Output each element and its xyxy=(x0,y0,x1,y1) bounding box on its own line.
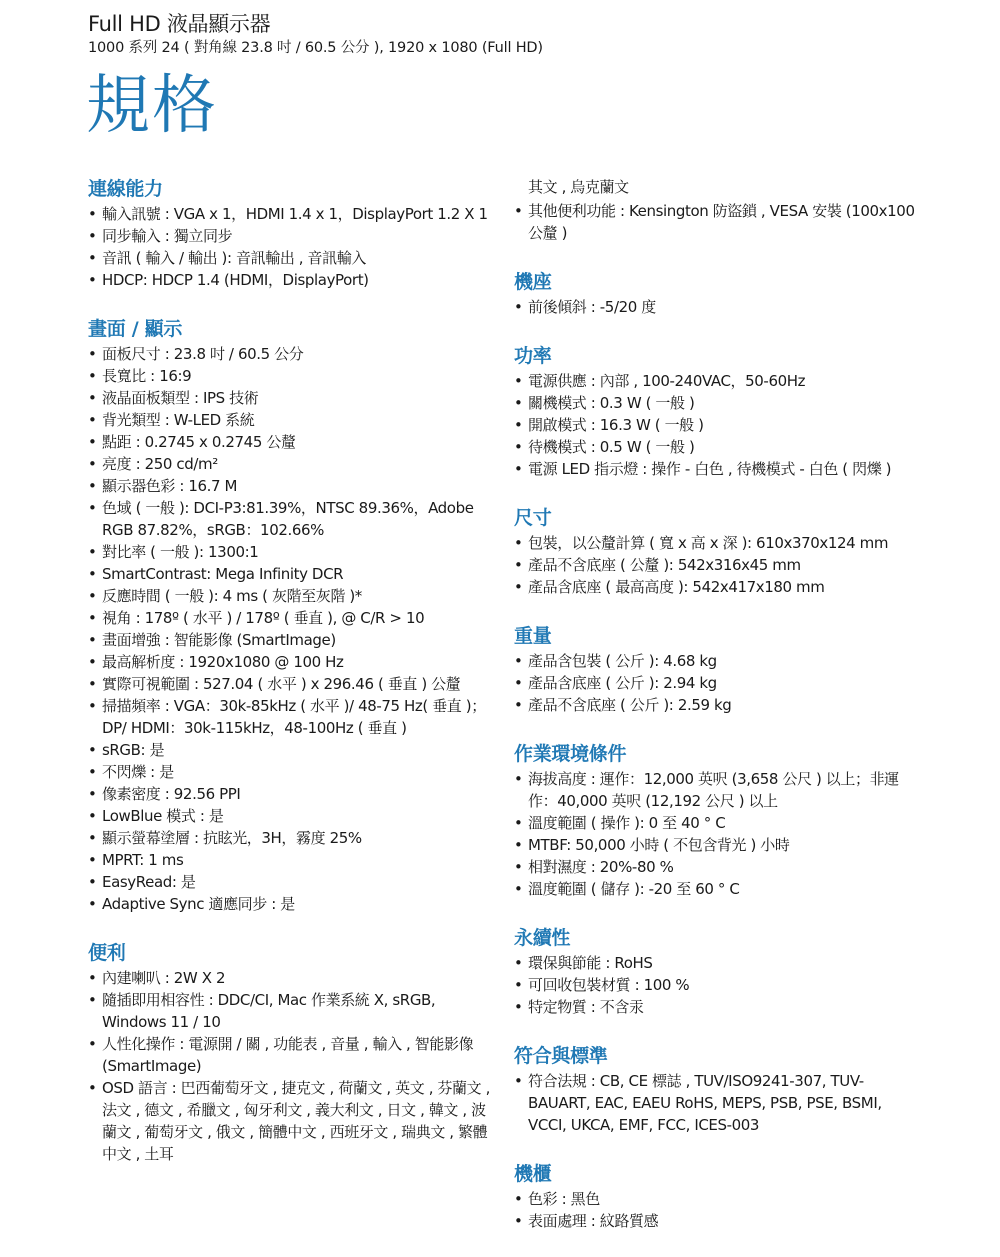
spec-item: • Adaptive Sync 適應同步 : 是 xyxy=(88,893,493,915)
spec-item: • LowBlue 模式 : 是 xyxy=(88,805,493,827)
spec-item: • 待機模式 : 0.5 W ( 一般 ) xyxy=(514,436,924,458)
section-operating-conditions xyxy=(514,741,924,900)
section-title: 作業環境條件 xyxy=(514,743,627,765)
spec-item: • HDCP: HDCP 1.4 (HDMI，DisplayPort) xyxy=(88,269,493,291)
spec-list xyxy=(514,532,924,598)
spec-list xyxy=(88,203,493,291)
spec-item: • 面板尺寸 : 23.8 吋 / 60.5 公分 xyxy=(88,343,493,365)
spec-item: • 最高解析度 : 1920x1080 @ 100 Hz xyxy=(88,651,493,673)
spec-item: • 掃描頻率 : VGA：30k-85kHz ( 水平 )/ 48-75 Hz( 垂直 )；DP/ HDMI：30k-115kHz，48-100Hz ( 垂直 ) xyxy=(88,695,493,739)
spec-item: • 不閃爍 : 是 xyxy=(88,761,493,783)
spec-list xyxy=(514,200,924,244)
spec-item: • 前後傾斜 : -5/20 度 xyxy=(514,296,924,318)
section-title: 便利 xyxy=(88,942,126,964)
spec-item: • 亮度 : 250 cd/m² xyxy=(88,453,493,475)
section-power xyxy=(514,343,924,480)
spec-item: • MTBF: 50,000 小時 ( 不包含背光 ) 小時 xyxy=(514,834,924,856)
spec-item: • 同步輸入 : 獨立同步 xyxy=(88,225,493,247)
spec-item: • 隨插即用相容性 : DDC/CI, Mac 作業系統 X, sRGB, Windows 11 / 10 xyxy=(88,989,493,1033)
spec-item: • 背光類型 : W-LED 系統 xyxy=(88,409,493,431)
right-column xyxy=(514,176,924,1257)
section-picture-display xyxy=(88,316,493,915)
spec-list xyxy=(88,343,493,915)
spec-list xyxy=(514,1188,924,1232)
spec-item: • 相對濕度 : 20%-80 % xyxy=(514,856,924,878)
spec-item: • 符合法規 : CB, CE 標誌 , TUV/ISO9241-307, TUV-BAUART, EAC, EAEU RoHS, MEPS, PSB, PSE, BSMI, VCCI, UKCA, EMF, FCC, ICES-003 xyxy=(514,1070,924,1136)
spec-item: • MPRT: 1 ms xyxy=(88,849,493,871)
left-column xyxy=(88,176,493,1190)
section-convenience-continued xyxy=(514,176,924,244)
spec-item: • 色域 ( 一般 ): DCI-P3:81.39%，NTSC 89.36%，Adobe RGB 87.82%，sRGB：102.66% xyxy=(88,497,493,541)
spec-list xyxy=(514,370,924,480)
spec-item: • 產品含底座 ( 公斤 ): 2.94 kg xyxy=(514,672,924,694)
spec-item: • 反應時間 ( 一般 ): 4 ms ( 灰階至灰階 )* xyxy=(88,585,493,607)
spec-item: • 色彩 : 黑色 xyxy=(514,1188,924,1210)
spec-list xyxy=(88,967,493,1165)
spec-list xyxy=(514,952,924,1018)
section-title: 符合與標準 xyxy=(514,1045,608,1067)
spec-item: • 視角 : 178º ( 水平 ) / 178º ( 垂直 ), @ C/R > 10 xyxy=(88,607,493,629)
spec-item: • 產品含包裝 ( 公斤 ): 4.68 kg xyxy=(514,650,924,672)
page-title: 規格 xyxy=(86,69,218,143)
spec-item: • 實際可視範圍 : 527.04 ( 水平 ) x 296.46 ( 垂直 ) 公釐 xyxy=(88,673,493,695)
section-title: 永續性 xyxy=(514,927,571,949)
osd-language-continuation: 其文 , 烏克蘭文 xyxy=(528,178,629,196)
section-cabinet xyxy=(514,1161,924,1232)
section-stand xyxy=(514,269,924,318)
spec-item: • 環保與節能 : RoHS xyxy=(514,952,924,974)
spec-item: • 關機模式 : 0.3 W ( 一般 ) xyxy=(514,392,924,414)
spec-item: • 溫度範圍 ( 操作 ): 0 至 40 ° C xyxy=(514,812,924,834)
spec-item: • 其他便利功能 : Kensington 防盜鎖 , VESA 安裝 (100x100 公釐 ) xyxy=(514,200,924,244)
spec-item: • 表面處理 : 紋路質感 xyxy=(514,1210,924,1232)
spec-list xyxy=(514,296,924,318)
product-subtitle: 1000 系列 24 ( 對角線 23.8 吋 / 60.5 公分 ), 1920 x 1080 (Full HD) xyxy=(88,40,543,56)
spec-item: • sRGB: 是 xyxy=(88,739,493,761)
section-title: 機座 xyxy=(514,271,552,293)
spec-item: • 顯示螢幕塗層 : 抗眩光，3H，霧度 25% xyxy=(88,827,493,849)
section-connectivity xyxy=(88,176,493,291)
spec-item: • EasyRead: 是 xyxy=(88,871,493,893)
spec-item: • 人性化操作 : 電源開 / 關 , 功能表 , 音量 , 輸入 , 智能影像 (SmartImage) xyxy=(88,1033,493,1077)
spec-item: • 內建喇叭 : 2W X 2 xyxy=(88,967,493,989)
spec-item: • 產品不含底座 ( 公斤 ): 2.59 kg xyxy=(514,694,924,716)
spec-item: • 特定物質 : 不含汞 xyxy=(514,996,924,1018)
spec-list xyxy=(514,768,924,900)
spec-item: • 可回收包裝材質 : 100 % xyxy=(514,974,924,996)
spec-item: • 對比率 ( 一般 ): 1300:1 xyxy=(88,541,493,563)
spec-list xyxy=(514,650,924,716)
spec-item: • 顯示器色彩 : 16.7 M xyxy=(88,475,493,497)
spec-item: • 電源 LED 指示燈 : 操作 - 白色 , 待機模式 - 白色 ( 閃爍 ) xyxy=(514,458,924,480)
spec-item: • 音訊 ( 輸入 / 輸出 ): 音訊輸出 , 音訊輸入 xyxy=(88,247,493,269)
spec-list xyxy=(514,1070,924,1136)
spec-item: • 畫面增強 : 智能影像 (SmartImage) xyxy=(88,629,493,651)
spec-item: • 溫度範圍 ( 儲存 ): -20 至 60 ° C xyxy=(514,878,924,900)
section-title: 尺寸 xyxy=(514,507,552,529)
section-title: 連線能力 xyxy=(88,178,163,200)
spec-item: • OSD 語言 : 巴西葡萄牙文 , 捷克文 , 荷蘭文 , 英文 , 芬蘭文 , 法文 , 德文 , 希臘文 , 匈牙利文 , 義大利文 , 日文 , 韓文 , 波蘭文 , 葡萄牙文 , 俄文 , 簡體中文 , 西班牙文 , 瑞典文 , 繁體中文 , 土耳 xyxy=(88,1077,493,1165)
spec-item: • 開啟模式 : 16.3 W ( 一般 ) xyxy=(514,414,924,436)
spec-item: • 包裝，以公釐計算 ( 寬 x 高 x 深 ): 610x370x124 mm xyxy=(514,532,924,554)
spec-item: • 輸入訊號 : VGA x 1，HDMI 1.4 x 1，DisplayPort 1.2 X 1 xyxy=(88,203,493,225)
spec-item: • 電源供應 : 內部 , 100-240VAC，50-60Hz xyxy=(514,370,924,392)
spec-item: • 液晶面板類型 : IPS 技術 xyxy=(88,387,493,409)
spec-item: • SmartContrast: Mega Infinity DCR xyxy=(88,563,493,585)
section-title: 機櫃 xyxy=(514,1163,552,1185)
product-name: Full HD 液晶顯示器 xyxy=(88,12,271,36)
section-convenience xyxy=(88,940,493,1165)
spec-item: • 點距 : 0.2745 x 0.2745 公釐 xyxy=(88,431,493,453)
spec-item: • 產品不含底座 ( 公釐 ): 542x316x45 mm xyxy=(514,554,924,576)
section-weight xyxy=(514,623,924,716)
spec-item: • 產品含底座 ( 最高高度 ): 542x417x180 mm xyxy=(514,576,924,598)
spec-item: • 海拔高度 : 運作：12,000 英呎 (3,658 公尺 ) 以上；非運作：40,000 英呎 (12,192 公尺 ) 以上 xyxy=(514,768,924,812)
section-title: 重量 xyxy=(514,625,552,647)
section-dimensions xyxy=(514,505,924,598)
spec-item: • 長寬比 : 16:9 xyxy=(88,365,493,387)
section-title: 畫面 / 顯示 xyxy=(88,318,183,340)
section-sustainability xyxy=(514,925,924,1018)
section-compliance xyxy=(514,1043,924,1136)
spec-item: • 像素密度 : 92.56 PPI xyxy=(88,783,493,805)
section-title: 功率 xyxy=(514,345,552,367)
